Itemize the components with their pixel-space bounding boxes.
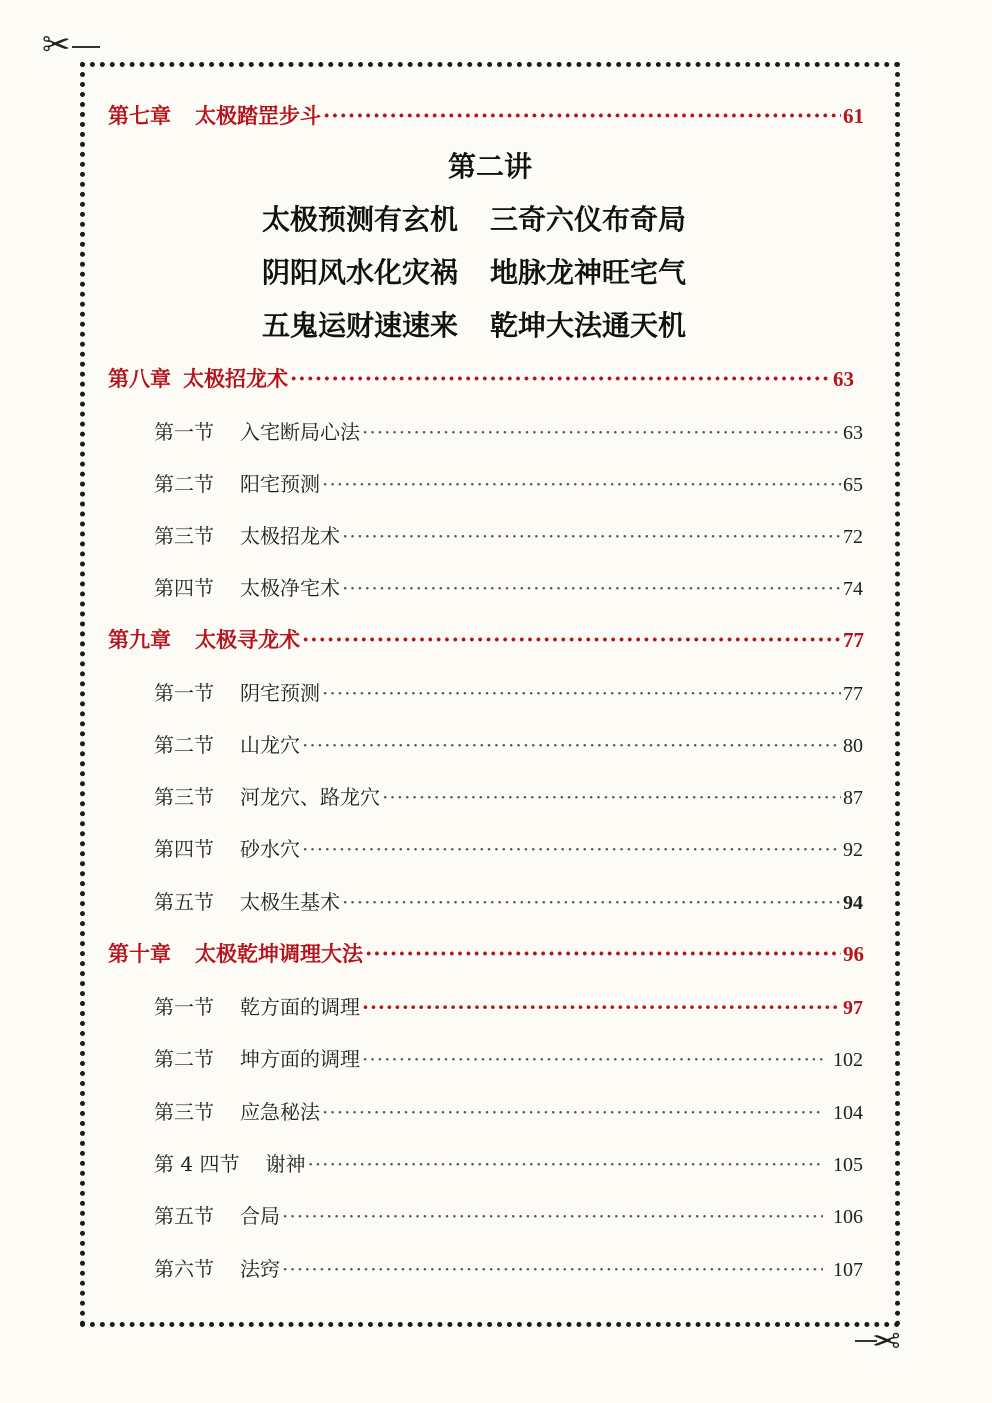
page-number: 92	[843, 839, 863, 861]
leader-dots	[302, 837, 841, 861]
toc-section[interactable]	[154, 1200, 863, 1229]
page-number: 77	[843, 628, 864, 652]
cut-line-top	[72, 46, 100, 48]
section-title: 太极净宅术	[240, 576, 340, 600]
toc-section[interactable]	[154, 991, 863, 1020]
section-title: 阴宅预测	[240, 681, 320, 705]
chapter-label: 第十章	[108, 941, 171, 966]
chapter-title: 太极招龙术	[183, 366, 288, 391]
chapter-title: 太极踏罡步斗	[195, 103, 321, 128]
chapter-label: 第七章	[108, 103, 171, 128]
section-label: 第二节	[154, 472, 214, 496]
toc-chapter-7[interactable]	[108, 100, 864, 130]
toc-chapter-10[interactable]	[108, 938, 864, 968]
section-label: 第 4 四节	[154, 1152, 240, 1176]
toc-section[interactable]	[154, 1043, 863, 1072]
verse-text: 太极预测有玄机	[262, 203, 459, 236]
leader-dots	[342, 524, 841, 548]
section-title: 河龙穴、路龙穴	[240, 785, 380, 809]
section-title: 太极招龙术	[240, 524, 340, 548]
page-number: 72	[843, 526, 863, 548]
chapter-title: 太极寻龙术	[195, 627, 300, 652]
lecture-title: 第二讲	[447, 150, 532, 183]
leader-dots	[342, 576, 841, 600]
toc-chapter-9[interactable]	[108, 624, 864, 654]
section-label: 第一节	[154, 995, 214, 1019]
page-number: 106	[833, 1206, 863, 1228]
toc-section[interactable]	[154, 572, 863, 601]
chapter-label: 第九章	[108, 627, 171, 652]
section-title: 入宅断局心法	[240, 420, 360, 444]
page-number: 104	[833, 1102, 863, 1124]
toc-section[interactable]	[154, 520, 863, 549]
toc-section[interactable]	[154, 729, 863, 758]
page-number: 96	[843, 942, 864, 966]
leader-dots	[362, 1047, 823, 1071]
leader-dots	[282, 1204, 823, 1228]
verse-text: 乾坤大法通天机	[490, 309, 687, 342]
toc-section[interactable]	[154, 1148, 863, 1177]
toc-section[interactable]	[154, 833, 863, 862]
section-title: 合局	[240, 1204, 280, 1228]
leader-dots	[342, 890, 841, 914]
section-title: 坤方面的调理	[240, 1047, 360, 1071]
page-number: 63	[833, 367, 854, 391]
leader-dots	[382, 785, 841, 809]
section-label: 第三节	[154, 524, 214, 548]
leader-dots	[362, 420, 841, 444]
section-title: 砂水穴	[240, 837, 300, 861]
section-title: 山龙穴	[240, 733, 300, 757]
leader-dots	[290, 366, 831, 391]
page-number: 80	[843, 735, 863, 757]
page-number: 102	[833, 1049, 863, 1071]
verse-line-1	[262, 198, 686, 238]
page-number: 61	[843, 104, 864, 128]
verse-line-3	[262, 304, 686, 344]
verse-line-2	[262, 251, 686, 291]
verse-text: 五鬼运财速速来	[262, 309, 459, 342]
page-number: 107	[833, 1259, 863, 1281]
leader-dots	[365, 941, 841, 966]
toc-section[interactable]	[154, 1096, 863, 1125]
page-number: 87	[843, 787, 863, 809]
page-number: 65	[843, 474, 863, 496]
page-number: 97	[843, 997, 863, 1019]
section-label: 第四节	[154, 576, 214, 600]
section-label: 第二节	[154, 733, 214, 757]
toc-section[interactable]	[154, 677, 863, 706]
toc-section[interactable]	[154, 886, 863, 915]
section-title: 乾方面的调理	[240, 995, 360, 1019]
section-label: 第四节	[154, 837, 214, 861]
toc-section[interactable]	[154, 416, 863, 445]
section-title: 太极生基术	[240, 890, 340, 914]
page-number: 94	[843, 892, 863, 914]
leader-dots	[323, 103, 841, 128]
section-title: 谢神	[265, 1152, 306, 1176]
section-title: 阳宅预测	[240, 472, 320, 496]
leader-dots	[302, 733, 841, 757]
verse-text: 三奇六仪布奇局	[490, 203, 687, 236]
leader-dots	[322, 681, 841, 705]
scissors-icon: ✂	[42, 25, 71, 65]
section-label: 第五节	[154, 890, 214, 914]
verse-text: 地脉龙神旺宅气	[490, 256, 687, 289]
leader-dots	[322, 1100, 823, 1124]
toc-chapter-8[interactable]	[108, 363, 854, 393]
leader-dots	[307, 1152, 823, 1176]
scissors-icon: ✂	[872, 1319, 901, 1359]
toc-section[interactable]	[154, 1253, 863, 1282]
page-number: 63	[843, 422, 863, 444]
toc-section[interactable]	[154, 781, 863, 810]
leader-dots	[322, 472, 841, 496]
leader-dots	[282, 1257, 823, 1281]
section-label: 第二节	[154, 1047, 214, 1071]
leader-dots	[362, 995, 841, 1019]
section-label: 第一节	[154, 420, 214, 444]
verse-text: 阴阳风水化灾祸	[262, 256, 459, 289]
section-title: 法窍	[240, 1257, 280, 1281]
page-number: 105	[833, 1154, 863, 1176]
section-label: 第五节	[154, 1204, 214, 1228]
leader-dots	[302, 627, 841, 652]
chapter-label: 第八章	[108, 366, 171, 391]
page-number: 74	[843, 578, 863, 600]
section-label: 第三节	[154, 785, 214, 809]
page-number: 77	[843, 683, 863, 705]
section-label: 第六节	[154, 1257, 214, 1281]
section-label: 第一节	[154, 681, 214, 705]
chapter-title: 太极乾坤调理大法	[195, 941, 363, 966]
section-title: 应急秘法	[240, 1100, 320, 1124]
section-label: 第三节	[154, 1100, 214, 1124]
toc-section[interactable]	[154, 468, 863, 497]
